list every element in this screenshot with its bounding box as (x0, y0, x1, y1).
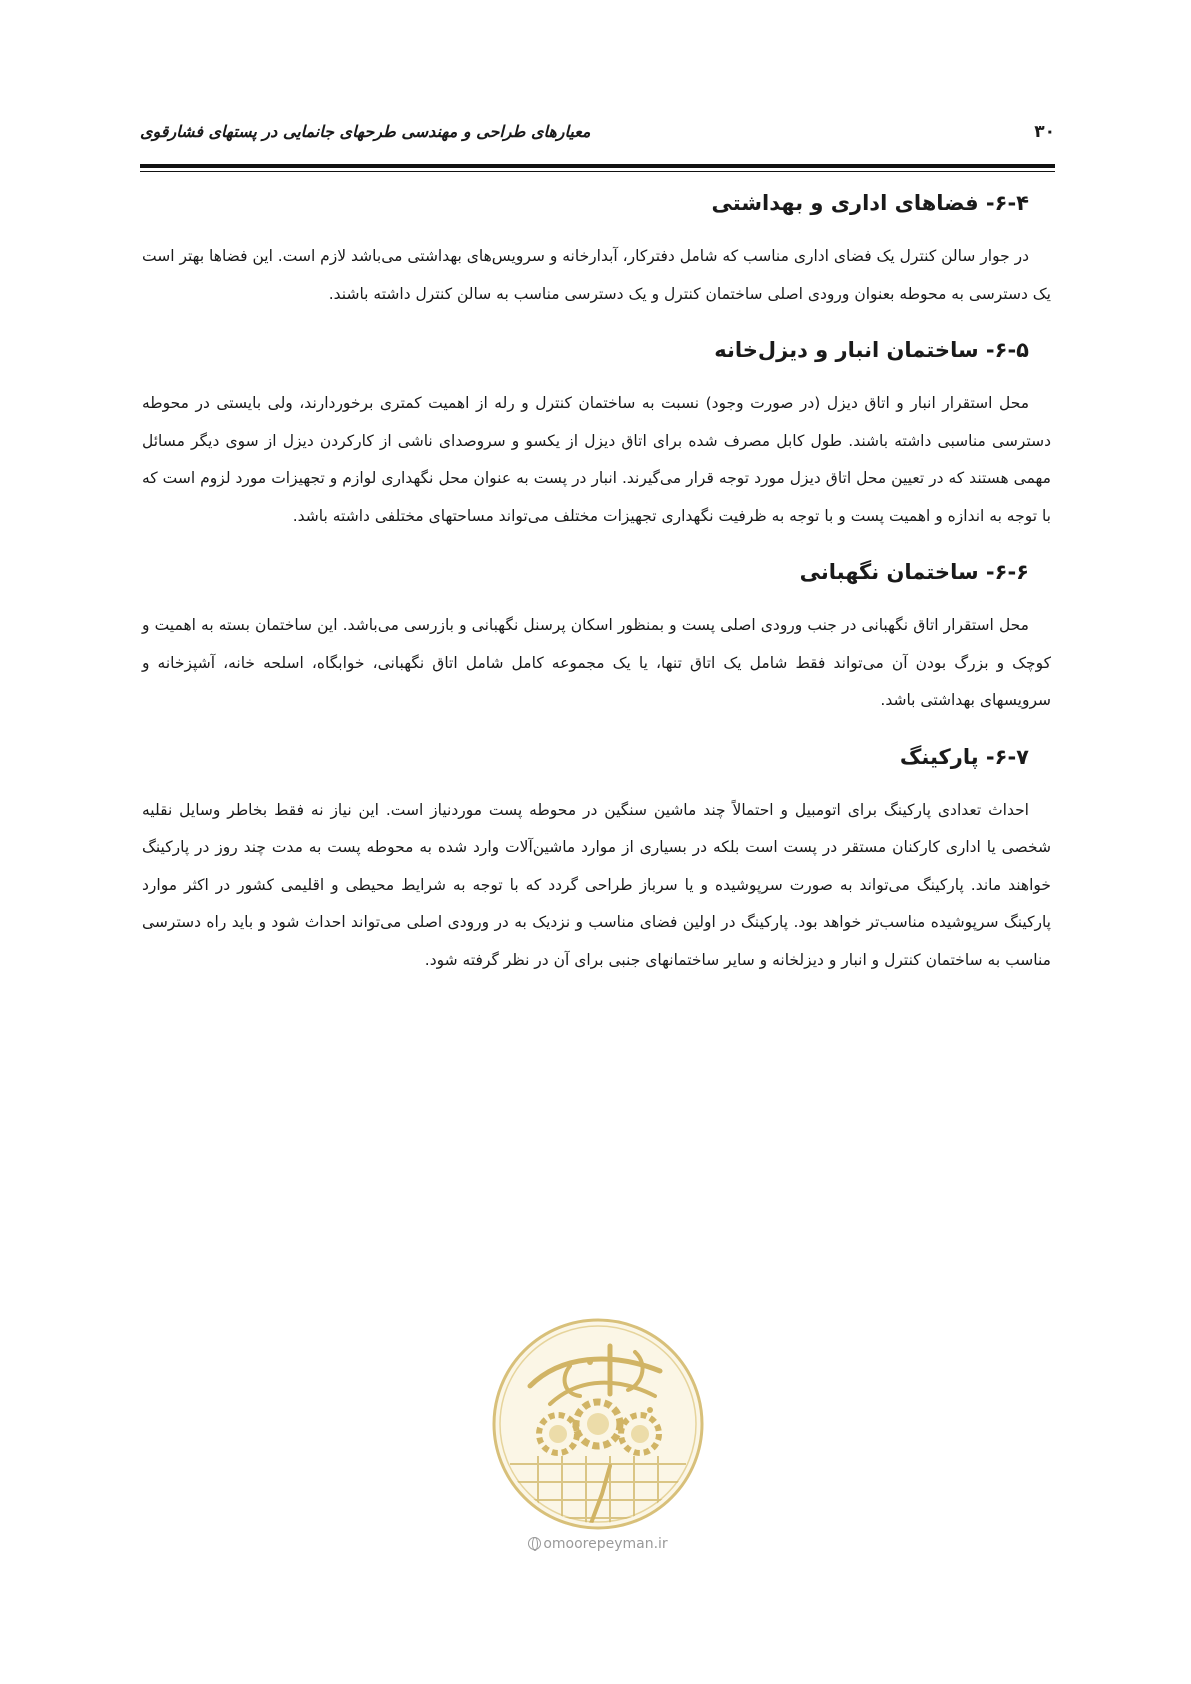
globe-icon (528, 1537, 541, 1550)
section-heading: ۶-۵- ساختمان انبار و دیزل‌خانه (714, 338, 1029, 362)
section-paragraph: محل استقرار اتاق نگهبانی در جنب ورودی اصلی پست و بمنظور اسکان پرسنل نگهبانی و بازرسی می‌باشد. این ساختمان بسته به اهمیت و کوچک و بزرگ بودن آن می‌تواند فقط شامل یک اتاق تنها، یا یک مجموعه کامل شامل اتاق نگهبانی، خوابگاه، اسلحه خانه، آشپزخانه و سرویسهای بهداشتی باشد. (142, 616, 1051, 709)
page-body (142, 188, 1051, 979)
header-rule (140, 164, 1055, 168)
section-heading: ۶-۷- پارکینگ (899, 744, 1029, 769)
section-office-spaces (142, 188, 1051, 313)
section-paragraph: محل استقرار انبار و اتاق دیزل (در صورت وجود) نسبت به ساختمان کنترل و رله از اهمیت کمتری برخوردارند، ولی بایستی در محوطه دسترسی مناسبی داشته باشند. طول کابل مصرف شده برای اتاق دیزل از یکسو و سروصدای ناشی از کارکردن دیزل از سوی دیگر مسائل مهمی هستند که در تعیین محل اتاق دیزل مورد توجه قرار می‌گیرند. انبار در پست به عنوان محل نگهداری لوازم و تجهیزات مورد لزوم است که با توجه به اندازه و اهمیت پست و با توجه به ظرفیت نگهداری تجهیزات مختلف می‌تواند مساحتهای مختلفی داشته باشد. (142, 394, 1051, 525)
header-rule-thin (140, 171, 1055, 172)
page-number: ۳۰ (1034, 122, 1055, 142)
running-title: معیارهای طراحی و مهندسی طرحهای جانمایی در پستهای فشارقوی (140, 122, 591, 141)
section-parking (142, 742, 1051, 980)
section-warehouse-diesel (142, 335, 1051, 535)
page-header (140, 118, 1055, 158)
section-paragraph: احداث تعدادی پارکینگ برای اتومبیل و احتمالاً چند ماشین سنگین در محوطه پست موردنیاز است. این نیاز نه فقط بخاطر وسایل نقلیه شخصی یا اداری کارکنان مستقر در پست است بلکه در بسیاری از موارد ماشین‌آلات وارد شده به محوطه پست به مدت چند روز در پارکینگ خواهند ماند. پارکینگ می‌تواند به صورت سرپوشیده و یا سرباز طراحی گردد که با توجه به شرایط محیطی و اقلیمی کشور در اکثر موارد پارکینگ سرپوشیده مناسب‌تر خواهد بود. پارکینگ در اولین فضای مناسب و نزدیک به در ورودی اصلی می‌تواند احداث شود و باید راه دسترسی مناسب به ساختمان کنترل و انبار و دیزلخانه و سایر ساختمانهای جنبی برای آن در نظر گرفته شود. (142, 800, 1051, 969)
logo-caption (480, 1536, 716, 1552)
section-paragraph: در جوار سالن کنترل یک فضای اداری مناسب که شامل دفترکار، آبدارخانه و سرویس‌های بهداشتی می‌باشد لازم است. این فضاها بهتر است یک دسترسی به محوطه بعنوان ورودی اصلی ساختمان کنترل و یک دسترسی مناسب به سالن کنترل داشته باشند. (142, 247, 1051, 303)
section-heading: ۶-۴- فضاهای اداری و بهداشتی (711, 191, 1029, 215)
section-guard-building (142, 557, 1051, 720)
section-heading: ۶-۶- ساختمان نگهبانی (799, 560, 1029, 584)
logo-caption-text: omoorepeyman.ir (543, 1536, 668, 1552)
omoorepeyman-logo (490, 1316, 706, 1532)
